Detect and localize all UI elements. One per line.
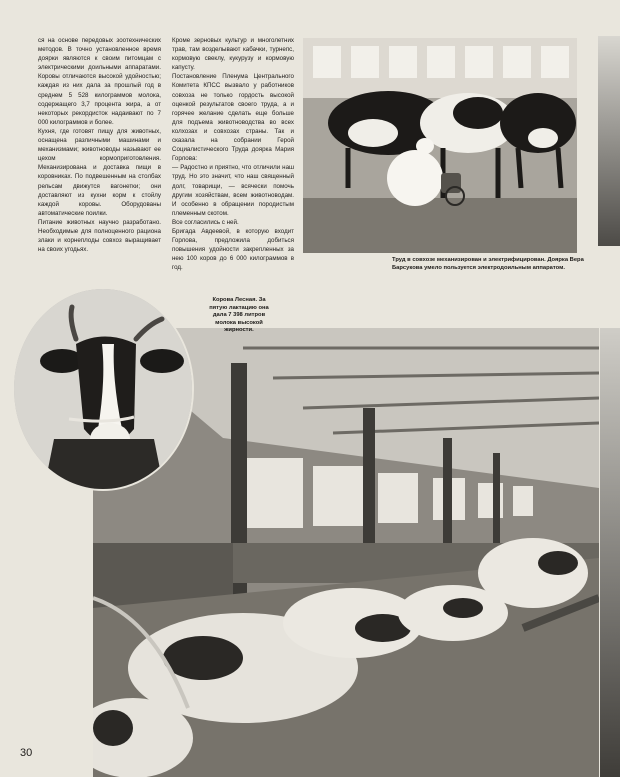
- milking-photo: [303, 38, 577, 253]
- article-column-2: Кроме зерновых культур и многолетних трав, там возделывают кабачки, турнепс, кормовую свеклу, кукурузу и кормовую капусту. Постановление Пленума Центрального Комитета КПСС вызвало у работников совхоза не только гордость высокой оценкой результатов своего труда, а и горячее желание сделать еще больше для подъема животноводства во всех колхозах и совхозах страны. Так и сказала на собрании Герой Социалистического Труда доярка Мария Горлова: — Радостно и приятно, что отличили наш труд. Но это значит, что наш священный долг, товарищи, — всячески помочь другим хозяйствам, всем животноводам. И особенно в обращении породистым племенным скотом. Все согласились с ней. Бригада Авдеевой, в которую входит Горлова, предложила добиться повышения удойности закрепленных за нею 100 коров до 6 000 килограммов в год.: [172, 37, 294, 272]
- milking-photo-caption: Труд в совхозе механизирован и электрифицирован. Доярка Вера Барсукова умело пользуется электродоильным аппаратом.: [392, 257, 584, 271]
- adjacent-page-edge-lower: [600, 328, 620, 777]
- cow-portrait-caption: Корова Лесная. За пятую лактацию она дала 7 398 литров молока высокой жирности.: [209, 297, 269, 334]
- cow-portrait-photo: [12, 287, 194, 491]
- article-column-1: ся на основе передовых зоотехнических методов. В точно установленное время доярки являются к своим питомцам с электрическими доильными аппаратами. Коровы отличаются высокой удойностью; каждая из них дала за прошлый год в среднем 5 528 килограммов молока, содержащего 3,7 процента жира, а от некоторых рекордисток надаивают по 7 000 килограммов и более. Кухня, где готовят пищу для животных, оснащена различными машинами и механизмами; животноводы называют ее цехом кормоприготовления. Механизирована и доставка пищи в коровниках. По подвешенным на столбах рельсам движутся вагонетки; они доставляют из кухни корм к стойлу каждой коровы. Оборудованы автоматические поилки. Питание животных научно разработано. Необходимые для полноценного рациона злаки и корнеплоды совхоз выращивает на своих угодьях.: [38, 37, 161, 254]
- adjacent-page-edge: [598, 36, 620, 246]
- page-number: 30: [20, 747, 33, 759]
